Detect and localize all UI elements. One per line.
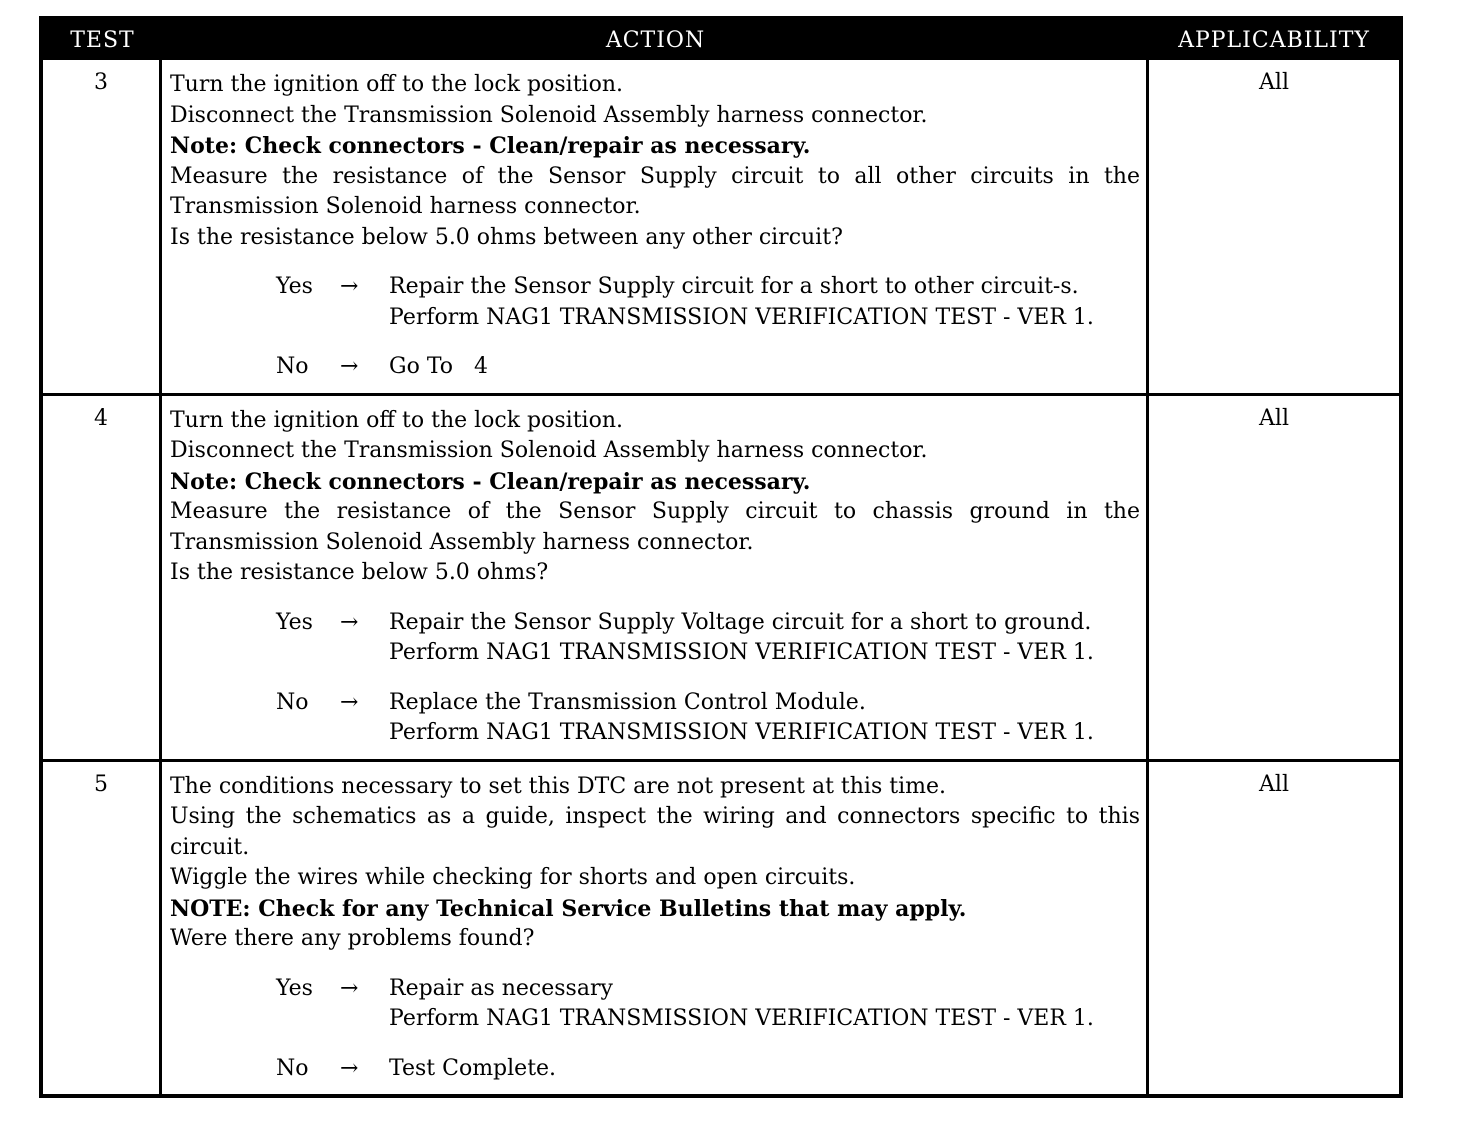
no-text [389,352,1140,383]
yes-label: Yes [276,609,313,635]
note-line: Note: Check connectors - Clean/repair as necessary. [170,468,811,495]
test-number: 4 [43,396,162,759]
yes-line: Perform NAG1 TRANSMISSION VERIFICATION TEST - VER 1. [389,1006,1094,1031]
action-cell [162,396,1149,759]
arrow-icon: → [340,354,359,379]
no-answer [170,1054,1140,1085]
question-line: Is the resistance below 5.0 ohms? [170,560,549,585]
applicability-cell: All [1259,70,1289,95]
yes-text [389,608,1140,669]
yes-line: Perform NAG1 TRANSMISSION VERIFICATION TEST - VER 1. [389,304,1094,330]
yes-text [389,974,1140,1035]
no-text [389,688,1140,749]
action-line: Turn the ignition off to the lock position. [170,407,623,433]
action-line: Wiggle the wires while checking for shorts and open circuits. [170,865,856,890]
test-number: 5 [43,762,162,1095]
note-line: Note: Check connectors - Clean/repair as necessary. [170,133,811,159]
table-header [43,20,1399,60]
no-label: No [276,689,309,715]
arrow-icon: → [340,609,359,635]
yes-line: Perform NAG1 TRANSMISSION VERIFICATION TEST - VER 1. [389,640,1094,665]
action-line: Disconnect the Transmission Solenoid Assembly harness connector. [170,102,928,128]
arrow-icon: → [340,1055,359,1081]
note-line: NOTE: Check for any Technical Service Bulletins that may apply. [170,895,967,922]
no-line: Go To 4 [389,354,488,379]
header-action: ACTION [605,27,706,53]
header-test: TEST [70,27,135,53]
yes-line: Repair the Sensor Supply circuit for a short to other circuit-s. [389,274,1079,299]
action-line: Using the schematics as a guide, inspect the wiring and connectors specific to this circuit. [170,804,1140,860]
yes-label: Yes [276,274,313,299]
no-answer [170,352,1140,383]
arrow-icon: → [340,975,359,1001]
header-applicability: APPLICABILITY [1178,27,1370,53]
question-line: Is the resistance below 5.0 ohms between any other circuit? [170,224,843,250]
yes-answer [170,974,1140,1035]
table-row [43,759,1399,1095]
no-label: No [276,1055,309,1081]
action-line: Turn the ignition off to the lock position. [170,72,623,97]
applicability-cell: All [1259,771,1289,797]
no-label: No [276,354,309,379]
no-text [389,1054,1140,1085]
action-line: The conditions necessary to set this DTC are not present at this time. [170,773,946,799]
action-line: Measure the resistance of the Sensor Supply circuit to chassis ground in the Transmission Solenoid Assembly harness connector. [170,499,1140,555]
no-line: Test Complete. [389,1055,557,1081]
yes-answer [170,272,1140,333]
table-row [43,60,1399,393]
yes-line: Repair the Sensor Supply Voltage circuit for a short to ground. [389,609,1092,635]
yes-line: Repair as necessary [389,975,613,1001]
action-line: Measure the resistance of the Sensor Supply circuit to all other circuits in the Transmission Solenoid harness connector. [170,163,1140,219]
test-number: 3 [43,60,162,393]
action-cell [162,60,1149,393]
diagnostic-test-table [39,16,1403,1098]
yes-label: Yes [276,975,313,1001]
arrow-icon: → [340,689,359,715]
table-row [43,393,1399,759]
action-line: Disconnect the Transmission Solenoid Assembly harness connector. [170,438,928,463]
no-line: Perform NAG1 TRANSMISSION VERIFICATION TEST - VER 1. [389,720,1094,745]
applicability-cell: All [1259,405,1289,431]
yes-text [389,272,1140,333]
action-cell [162,762,1149,1095]
question-line: Were there any problems found? [170,926,535,951]
arrow-icon: → [340,274,359,299]
no-line: Replace the Transmission Control Module. [389,689,866,715]
yes-answer [170,608,1140,669]
no-answer [170,688,1140,749]
